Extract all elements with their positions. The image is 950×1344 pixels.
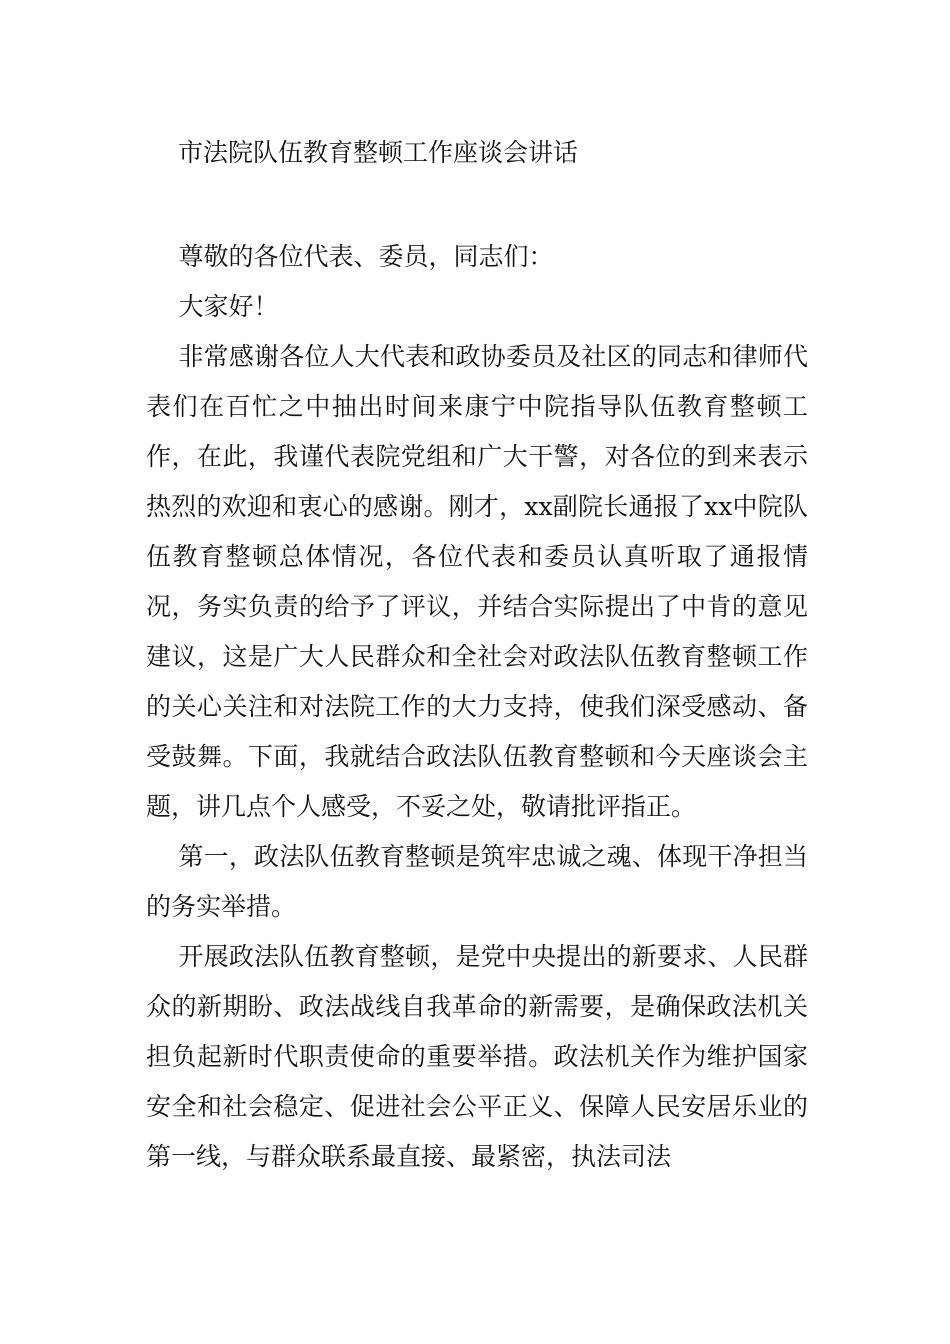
document-body	[146, 232, 808, 1182]
paragraph-thanks: 非常感谢各位人大代表和政协委员及社区的同志和律师代表们在百忙之中抽出时间来康宁中院指导队伍教育整顿工作，在此，我谨代表院党组和广大干警，对各位的到来表示热烈的欢迎和衷心的感谢。刚才，xx副院长通报了xx中院队伍教育整顿总体情况，各位代表和委员认真听取了通报情况，务实负责的给予了评议，并结合实际提出了中肯的意见建议，这是广大人民群众和全社会对政法队伍教育整顿工作的关心关注和对法院工作的大力支持，使我们深受感动、备受鼓舞。下面，我就结合政法队伍教育整顿和今天座谈会主题，讲几点个人感受，不妥之处，敬请批评指正。	[146, 342, 808, 821]
greeting: 大家好！	[178, 292, 279, 321]
document-title: 市法院队伍教育整顿工作座谈会讲话	[178, 138, 579, 167]
paragraph-point-one-heading: 第一，政法队伍教育整顿是筑牢忠诚之魂、体现干净担当的务实举措。	[146, 842, 808, 921]
salutation: 尊敬的各位代表、委员，同志们：	[178, 242, 554, 271]
paragraph-point-one-body: 开展政法队伍教育整顿，是党中央提出的新要求、人民群众的新期盼、政法战线自我革命的新需要，是确保政法机关担负起新时代职责使命的重要举措。政法机关作为维护国家安全和社会稳定、促进社会公平正义、保障人民安居乐业的第一线，与群众联系最直接、最紧密，执法司法	[146, 942, 808, 1171]
